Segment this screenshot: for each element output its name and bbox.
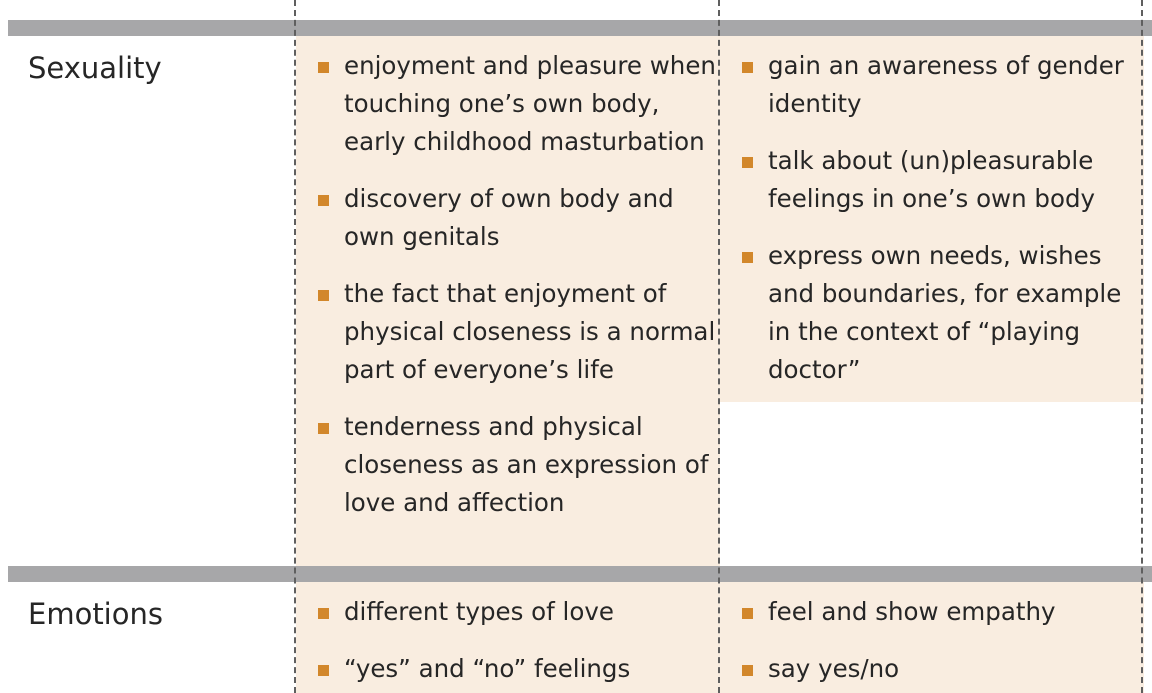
bullet-icon [742, 252, 753, 263]
bullet-icon [742, 608, 753, 619]
list-item: “yes” and “no” feelings [316, 650, 630, 688]
list-item: the fact that enjoyment of physical closeness is a normal part of everyone’s life [316, 275, 716, 389]
emotions-col2-list [740, 593, 1056, 688]
list-item: gain an awareness of gender identity [740, 47, 1124, 123]
list-item: talk about (un)pleasurable feelings in one’s own body [740, 142, 1124, 218]
column-divider-left [294, 0, 296, 693]
bullet-icon [318, 195, 329, 206]
list-item: feel and show empathy [740, 593, 1056, 631]
emotions-col1-list [316, 593, 630, 688]
column-divider-middle [718, 0, 720, 693]
bullet-icon [742, 665, 753, 676]
column-divider-right [1141, 0, 1143, 693]
list-item: enjoyment and pleasure when touching one’s own body, early childhood masturbation [316, 47, 716, 161]
bullet-icon [318, 62, 329, 73]
bullet-icon [318, 423, 329, 434]
bullet-icon [318, 608, 329, 619]
sexuality-col1-list [316, 47, 716, 522]
list-item: tenderness and physical closeness as an expression of love and affection [316, 408, 716, 522]
bullet-icon [742, 62, 753, 73]
list-item: different types of love [316, 593, 630, 631]
sexuality-col2-list [740, 47, 1124, 389]
row-separator [8, 566, 1152, 582]
row-label-emotions: Emotions [28, 597, 163, 631]
list-item: say yes/no [740, 650, 1056, 688]
bullet-icon [318, 665, 329, 676]
row-separator [8, 20, 1152, 36]
top-strip [0, 0, 1152, 20]
row-label-sexuality: Sexuality [28, 51, 162, 85]
list-item: express own needs, wishes and boundaries, for example in the context of “playing doctor” [740, 237, 1124, 389]
bullet-icon [318, 290, 329, 301]
list-item: discovery of own body and own genitals [316, 180, 716, 256]
bullet-icon [742, 157, 753, 168]
